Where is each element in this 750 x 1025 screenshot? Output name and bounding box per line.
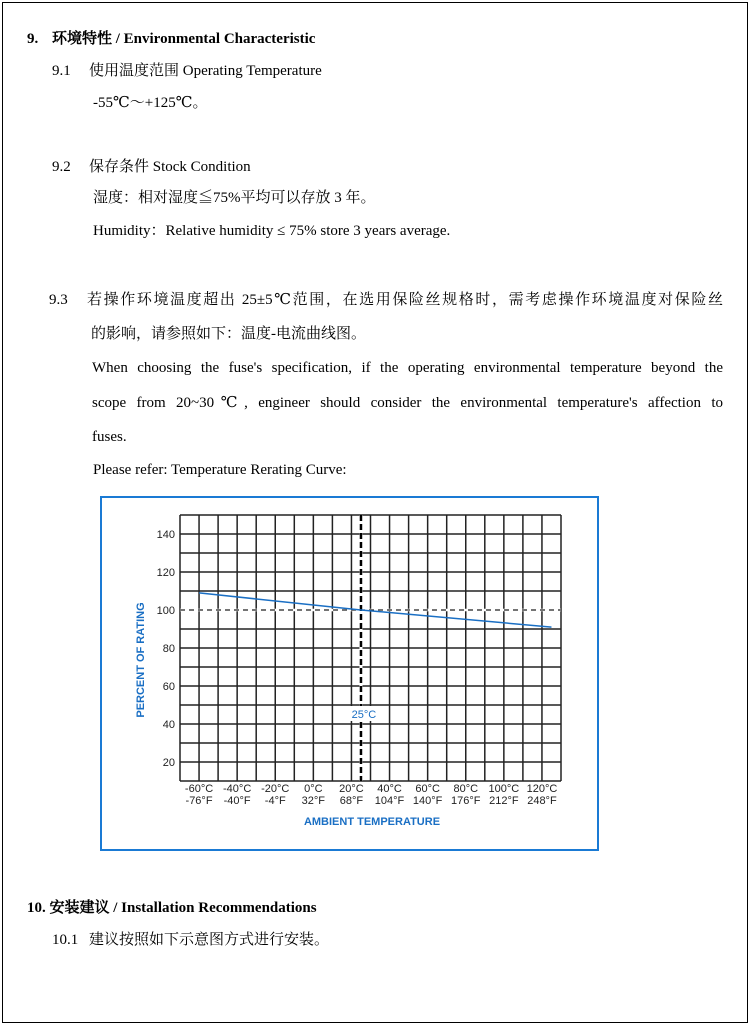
y-tick-label: 120 bbox=[156, 567, 175, 579]
section-9-3-cn-line1: 若操作环境温度超出 25±5℃范围，在选用保险丝规格时，需考虑操作环境温度对保险丝 bbox=[87, 292, 723, 308]
section-9-3-en-line1: When choosing the fuse's specification, if the operating environmental temperature beyond the bbox=[92, 360, 723, 376]
x-tick-label-celsius: 60°C bbox=[415, 783, 440, 795]
x-tick-label-celsius: 80°C bbox=[453, 783, 479, 795]
section-9-3-en-line2: scope from 20~30℃, engineer should consider the environmental temperature's affection to bbox=[92, 395, 723, 411]
x-tick-label-fahrenheit: 176°F bbox=[451, 795, 481, 807]
operating-temperature-value: -55℃～+125℃。 bbox=[93, 95, 208, 111]
section-9-1-title: 使用温度范围 Operating Temperature bbox=[89, 63, 322, 79]
x-tick-label-fahrenheit: -40°F bbox=[223, 795, 251, 807]
y-axis-label: PERCENT OF RATING bbox=[135, 602, 147, 718]
humidity-cn: 湿度：相对湿度≦75%平均可以存放 3 年。 bbox=[93, 190, 376, 206]
x-tick-label-fahrenheit: 32°F bbox=[301, 795, 326, 807]
rerating-curve-reference: Please refer: Temperature Rerating Curve: bbox=[93, 462, 347, 478]
x-tick-label-celsius: 120°C bbox=[526, 783, 558, 795]
chart-grid bbox=[180, 515, 561, 781]
x-tick-label-celsius: 40°C bbox=[377, 783, 402, 795]
y-tick-label: 100 bbox=[156, 605, 175, 617]
x-tick-label-celsius: 0°C bbox=[304, 783, 323, 795]
y-tick-label: 20 bbox=[162, 757, 175, 769]
section-10-1-text: 建议按照如下示意图方式进行安装。 bbox=[89, 932, 330, 948]
x-tick-label-fahrenheit: 212°F bbox=[489, 795, 519, 807]
x-tick-label-fahrenheit: 248°F bbox=[527, 795, 557, 807]
chart-ticks bbox=[157, 529, 558, 807]
section-9-title: 环境特性 / Environmental Characteristic bbox=[52, 31, 316, 47]
section-9-3-number: 9.3 bbox=[49, 292, 68, 308]
humidity-en: Humidity：Relative humidity ≤ 75% store 3 years average. bbox=[93, 223, 451, 239]
section-9-2-title: 保存条件 Stock Condition bbox=[89, 159, 251, 175]
x-tick-label-fahrenheit: 68°F bbox=[339, 795, 364, 807]
section-9-number: 9. bbox=[27, 31, 39, 47]
x-tick-label-fahrenheit: -76°F bbox=[185, 795, 213, 807]
x-tick-label-fahrenheit: 140°F bbox=[412, 795, 443, 807]
y-tick-label: 80 bbox=[162, 643, 175, 655]
x-tick-label-fahrenheit: -4°F bbox=[264, 795, 286, 807]
section-9-3-en-line3: fuses. bbox=[92, 429, 127, 445]
x-tick-label-celsius: 20°C bbox=[339, 783, 364, 795]
section-9-2-number: 9.2 bbox=[52, 159, 71, 175]
y-tick-label: 40 bbox=[162, 719, 175, 731]
y-tick-label: 140 bbox=[156, 529, 175, 541]
section-10-1-number: 10.1 bbox=[52, 932, 79, 948]
y-tick-label: 60 bbox=[162, 681, 175, 693]
x-tick-label-celsius: 100°C bbox=[488, 783, 520, 795]
section-10-title: 10. 安装建议 / Installation Recommendations bbox=[27, 900, 317, 916]
x-tick-label-celsius: -60°C bbox=[184, 783, 214, 795]
x-axis-label: AMBIENT TEMPERATURE bbox=[303, 816, 441, 828]
section-9-3-cn-line2: 的影响，请参照如下：温度-电流曲线图。 bbox=[91, 326, 366, 342]
reference-25c-label: 25°C bbox=[351, 709, 377, 721]
x-tick-label-fahrenheit: 104°F bbox=[374, 795, 405, 807]
section-9-1-number: 9.1 bbox=[52, 63, 71, 79]
x-tick-label-celsius: -20°C bbox=[261, 783, 290, 795]
x-tick-label-celsius: -40°C bbox=[223, 783, 252, 795]
